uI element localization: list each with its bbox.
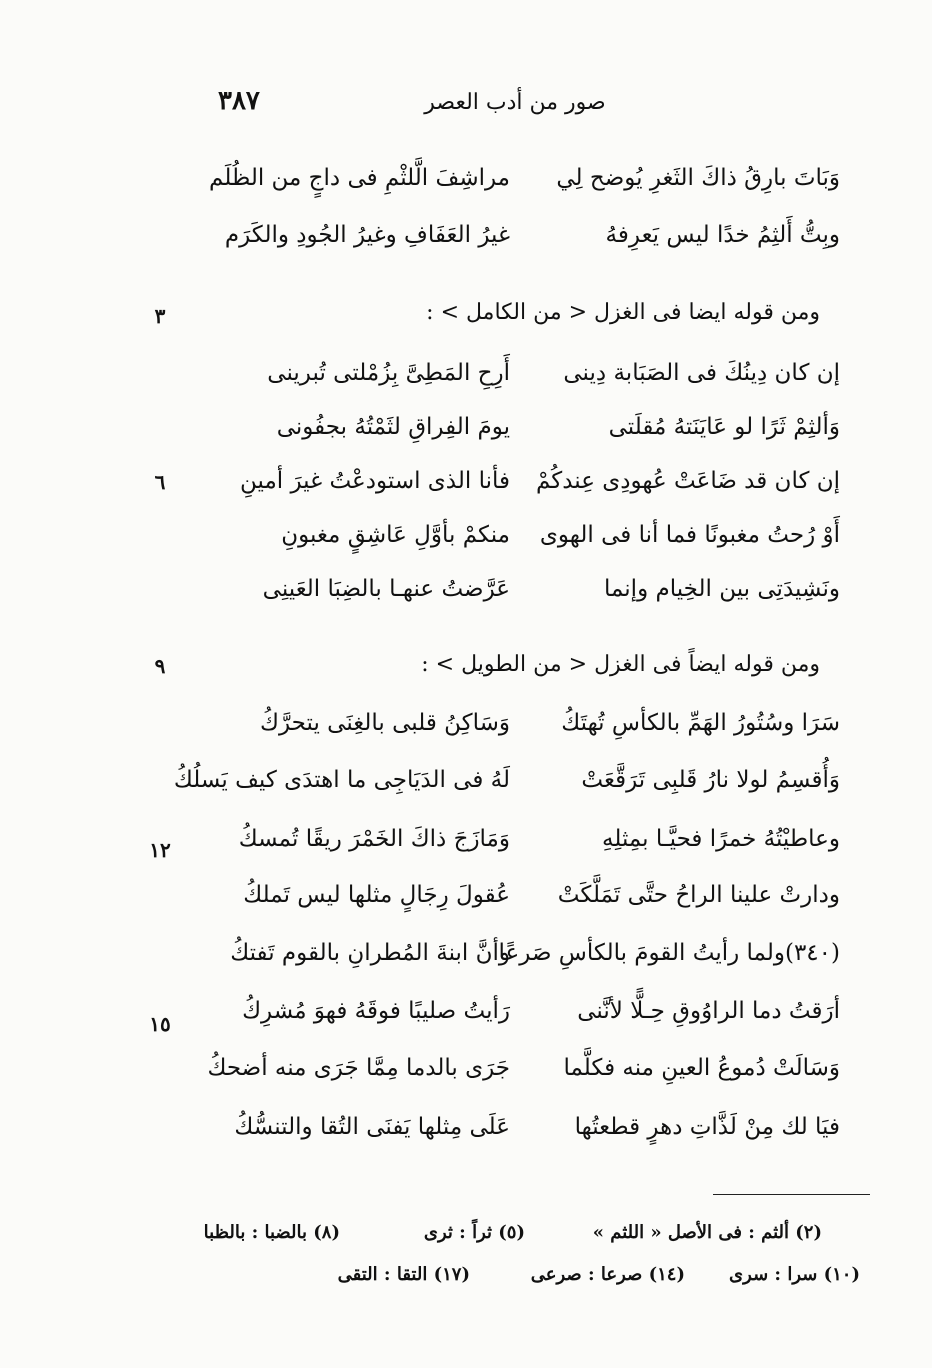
verse-right-hemistich: وَسَالَتْ دُموعُ العينِ منه فكلَّما xyxy=(563,1055,840,1081)
line-number: ٦ xyxy=(154,470,166,494)
verse-right-hemistich: سَرَا وسُتُورُ الهَمِّ بالكأسِ تُهتَكُ xyxy=(561,710,840,736)
verse-left-hemistich: منكمْ بأوَّلِ عَاشِقٍ مغبونِ xyxy=(281,522,510,548)
footnote-rule xyxy=(713,1194,870,1195)
footnote: (١٤) صرعا : صرعى xyxy=(530,1264,685,1285)
footnote: (٥) ثراً : ثرى xyxy=(423,1222,525,1243)
footnote: (٢) ألثم : فى الأصل « اللثم » xyxy=(592,1222,822,1243)
verse-right-hemistich: أرَقتُ دما الراوُوقِ حِـلًّا لأنَّنى xyxy=(577,998,840,1024)
verse-right-hemistich: ودارتْ علينا الراحُ حتَّى تَمَلَّكَتْ xyxy=(557,882,840,908)
verse-right-hemistich: وَألثِمْ ثَرًا لو عَايَنَتهُ مُقلَتى xyxy=(608,414,840,440)
verse-left-hemistich: جَرَى بالدما مِمَّا جَرَى منه أضحكُ xyxy=(207,1055,510,1081)
page-number: ٣٨٧ xyxy=(218,86,260,116)
verse-right-hemistich: ونَشِيدَتِى بين الخِيام وإنما xyxy=(603,576,840,602)
verse-left-hemistich: عَلَى مِثلها يَفنَى التُقا والتنسُّكُ xyxy=(234,1114,510,1140)
verse-right-hemistich: أَوْ رُحتُ مغبونًا فما أنا فى الهوى xyxy=(539,522,840,548)
footnote: (٨) بالضبا : بالظبا xyxy=(203,1222,340,1243)
verse-right-hemistich: إن كان دِينُكَ فى الصَبَابة دِينى xyxy=(563,360,840,386)
verse-right-hemistich: وَأُقسِمُ لولا نارُ قَلبِى تَرَقَّعَتْ xyxy=(581,767,840,793)
verse-left-hemistich: لَهُ فى الدَيَاجِى ما اهتدَى كيف يَسلُكُ xyxy=(173,767,510,793)
verse-right-hemistich: (٣٤٠)ولما رأيتُ القومَ بالكأسِ صَرعًا xyxy=(498,940,840,966)
footnote: (١٧) التقا : التقى xyxy=(337,1264,470,1285)
running-title: صور من أدب العصر xyxy=(424,90,606,115)
line-number: ١٢ xyxy=(149,838,171,862)
verse-left-hemistich: عُقولَ رِجَالٍ مثلها ليس تَملكُ xyxy=(243,882,510,908)
poem-intro: ومن قوله ايضا فى الغزل < من الكامل > : xyxy=(426,300,820,325)
verse-left-hemistich: عَرَّضتُ عنهـا بالضِبَا العَينِى xyxy=(262,576,510,602)
verse-left-hemistich: يومَ الفِراقِ لثَمْتُهُ بجفُونى xyxy=(276,414,510,440)
verse-left-hemistich: وَمَازَجَ ذاكَ الخَمْرَ ريقًا تُمسكُ xyxy=(238,826,510,852)
verse-left-hemistich: فأنا الذى استودعْتُ غيرَ أمينِ xyxy=(240,468,510,494)
line-number: ٩ xyxy=(154,654,166,678)
verse-right-hemistich: وعاطيْتُهُ خمرًا فحيَّـا بمِثلِهِ xyxy=(602,826,840,852)
verse-left-hemistich: وَسَاكِنُ قلبى بالغِنَى يتحرَّكُ xyxy=(260,710,510,736)
verse-right-hemistich: إن كان قد ضَاعَتْ عُهودِى عِندكُمْ xyxy=(535,468,840,494)
verse-right-hemistich: وبِتُّ أَلثِمُ خدًا ليس يَعرِفهُ xyxy=(605,222,840,248)
verse-right-hemistich: وَبَاتَ بارِقُ ذاكَ الثَغرِ يُوضح لِي xyxy=(556,165,840,191)
line-number: ١٥ xyxy=(149,1012,171,1036)
footnote: (١٠) سرا : سرى xyxy=(729,1264,860,1285)
verse-left-hemistich: وأنَّ ابنةَ المُطرانِ بالقوم تَفتكُ xyxy=(230,940,510,966)
verse-left-hemistich: مراشِفَ الَّلثْمِ فى داجٍ من الظُلَم xyxy=(209,165,510,191)
verse-left-hemistich: رَأيتُ صليبًا فوقَهُ فهوَ مُشرِكُ xyxy=(242,998,510,1024)
poem-intro: ومن قوله ايضاً فى الغزل < من الطويل > : xyxy=(421,652,820,677)
verse-left-hemistich: غيرُ العَفَافِ وغيرُ الجُودِ والكَرَم xyxy=(224,222,510,248)
line-number: ٣ xyxy=(154,304,166,328)
verse-right-hemistich: فيَا لك مِنْ لَذَّاتِ دهرٍ قطعتُها xyxy=(574,1114,840,1140)
verse-left-hemistich: أَرِحِ المَطِىَّ بِزُمْلتى تُبرينى xyxy=(267,360,510,386)
